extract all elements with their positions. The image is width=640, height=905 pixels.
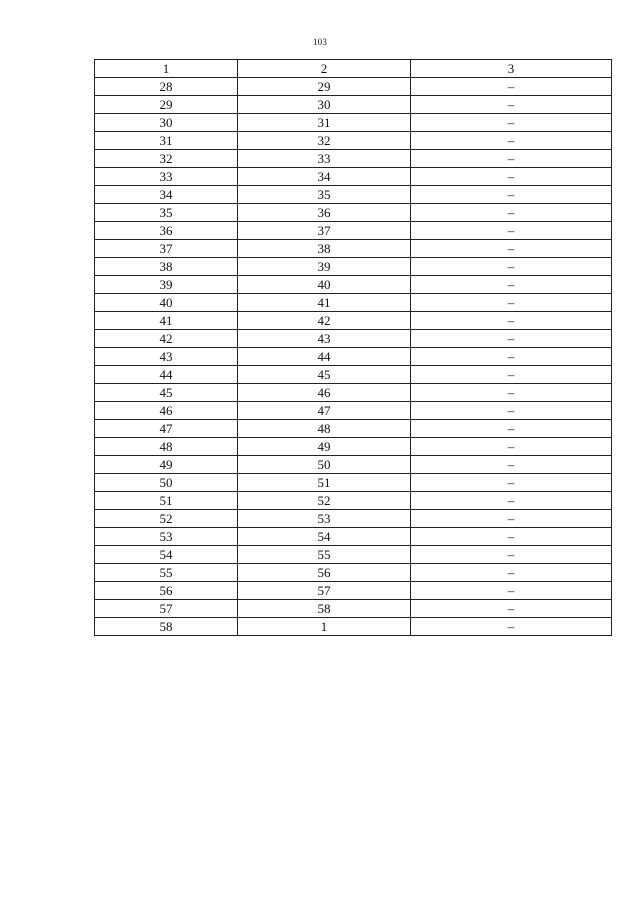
- table-row: [95, 186, 612, 204]
- table-cell-col-1: 48: [95, 438, 238, 456]
- table-cell-col-2: 45: [238, 366, 411, 384]
- table-row: [95, 330, 612, 348]
- table-cell-col-3: –: [411, 456, 612, 474]
- table-cell-col-1: 39: [95, 276, 238, 294]
- table-cell-col-1: 30: [95, 114, 238, 132]
- table-cell-col-2: 54: [238, 528, 411, 546]
- table-row: [95, 366, 612, 384]
- table-cell-col-3: –: [411, 528, 612, 546]
- table-row: [95, 258, 612, 276]
- table-cell-col-2: 58: [238, 600, 411, 618]
- table-cell-col-3: –: [411, 276, 612, 294]
- table-row: [95, 294, 612, 312]
- table-cell-col-3: –: [411, 438, 612, 456]
- table-cell-col-2: 52: [238, 492, 411, 510]
- table-cell-col-2: 44: [238, 348, 411, 366]
- table-cell-col-3: –: [411, 168, 612, 186]
- table-row: [95, 618, 612, 636]
- table-cell-col-3: –: [411, 240, 612, 258]
- column-header-2: 2: [238, 60, 411, 78]
- table-header-row: [95, 60, 612, 78]
- column-header-3: 3: [411, 60, 612, 78]
- table-row: [95, 222, 612, 240]
- table-cell-col-1: 54: [95, 546, 238, 564]
- table-cell-col-3: –: [411, 600, 612, 618]
- table-cell-col-3: –: [411, 348, 612, 366]
- table-cell-col-1: 37: [95, 240, 238, 258]
- table-cell-col-2: 31: [238, 114, 411, 132]
- table-cell-col-1: 29: [95, 96, 238, 114]
- table-cell-col-1: 58: [95, 618, 238, 636]
- table-row: [95, 456, 612, 474]
- table-row: [95, 78, 612, 96]
- table-row: [95, 564, 612, 582]
- table-cell-col-3: –: [411, 186, 612, 204]
- table-cell-col-3: –: [411, 564, 612, 582]
- table-cell-col-2: 36: [238, 204, 411, 222]
- table-cell-col-2: 46: [238, 384, 411, 402]
- table-cell-col-1: 45: [95, 384, 238, 402]
- table-row: [95, 582, 612, 600]
- table-cell-col-2: 35: [238, 186, 411, 204]
- table-row: [95, 204, 612, 222]
- table-cell-col-1: 28: [95, 78, 238, 96]
- table-cell-col-3: –: [411, 366, 612, 384]
- table-cell-col-2: 47: [238, 402, 411, 420]
- table-row: [95, 132, 612, 150]
- table-cell-col-1: 46: [95, 402, 238, 420]
- table-row: [95, 528, 612, 546]
- table-row: [95, 276, 612, 294]
- table-cell-col-2: 32: [238, 132, 411, 150]
- table-cell-col-1: 43: [95, 348, 238, 366]
- table-body: [95, 78, 612, 636]
- table-row: [95, 492, 612, 510]
- table-cell-col-3: –: [411, 258, 612, 276]
- table-cell-col-2: 37: [238, 222, 411, 240]
- table-cell-col-3: –: [411, 294, 612, 312]
- table-cell-col-1: 34: [95, 186, 238, 204]
- table-cell-col-3: –: [411, 204, 612, 222]
- table-row: [95, 150, 612, 168]
- table-row: [95, 546, 612, 564]
- table-row: [95, 168, 612, 186]
- table-cell-col-1: 49: [95, 456, 238, 474]
- table-cell-col-2: 43: [238, 330, 411, 348]
- table-cell-col-2: 49: [238, 438, 411, 456]
- table-cell-col-3: –: [411, 546, 612, 564]
- table-cell-col-1: 53: [95, 528, 238, 546]
- table-cell-col-3: –: [411, 78, 612, 96]
- table-cell-col-2: 50: [238, 456, 411, 474]
- table-cell-col-2: 48: [238, 420, 411, 438]
- table-cell-col-3: –: [411, 150, 612, 168]
- table-row: [95, 348, 612, 366]
- table-cell-col-2: 57: [238, 582, 411, 600]
- table-cell-col-1: 41: [95, 312, 238, 330]
- table-cell-col-1: 35: [95, 204, 238, 222]
- table-cell-col-1: 51: [95, 492, 238, 510]
- table-cell-col-1: 55: [95, 564, 238, 582]
- page-number: 103: [312, 37, 328, 47]
- table-cell-col-2: 1: [238, 618, 411, 636]
- table-row: [95, 420, 612, 438]
- table-cell-col-3: –: [411, 618, 612, 636]
- table-cell-col-3: –: [411, 114, 612, 132]
- data-table: [94, 59, 612, 636]
- table-cell-col-2: 53: [238, 510, 411, 528]
- table-row: [95, 510, 612, 528]
- table-cell-col-3: –: [411, 384, 612, 402]
- table-cell-col-1: 56: [95, 582, 238, 600]
- table-cell-col-2: 38: [238, 240, 411, 258]
- table-cell-col-2: 29: [238, 78, 411, 96]
- table-cell-col-1: 52: [95, 510, 238, 528]
- table-cell-col-3: –: [411, 510, 612, 528]
- table-cell-col-2: 51: [238, 474, 411, 492]
- table-cell-col-3: –: [411, 132, 612, 150]
- table-cell-col-1: 47: [95, 420, 238, 438]
- table-row: [95, 240, 612, 258]
- table-cell-col-1: 44: [95, 366, 238, 384]
- table-cell-col-3: –: [411, 492, 612, 510]
- table-cell-col-1: 50: [95, 474, 238, 492]
- table-cell-col-1: 57: [95, 600, 238, 618]
- table-cell-col-3: –: [411, 222, 612, 240]
- table-cell-col-1: 38: [95, 258, 238, 276]
- table-cell-col-2: 30: [238, 96, 411, 114]
- table-cell-col-2: 33: [238, 150, 411, 168]
- table-cell-col-2: 56: [238, 564, 411, 582]
- table-row: [95, 474, 612, 492]
- table-cell-col-1: 40: [95, 294, 238, 312]
- table-cell-col-2: 34: [238, 168, 411, 186]
- table-row: [95, 438, 612, 456]
- table-cell-col-1: 31: [95, 132, 238, 150]
- table-cell-col-2: 42: [238, 312, 411, 330]
- table-row: [95, 312, 612, 330]
- table-cell-col-3: –: [411, 420, 612, 438]
- table-row: [95, 114, 612, 132]
- table-cell-col-1: 42: [95, 330, 238, 348]
- table-row: [95, 402, 612, 420]
- table-cell-col-3: –: [411, 330, 612, 348]
- table-cell-col-2: 40: [238, 276, 411, 294]
- table-cell-col-1: 32: [95, 150, 238, 168]
- table-row: [95, 96, 612, 114]
- table-cell-col-2: 41: [238, 294, 411, 312]
- column-header-1: 1: [95, 60, 238, 78]
- table-cell-col-2: 39: [238, 258, 411, 276]
- table-cell-col-3: –: [411, 582, 612, 600]
- table-cell-col-1: 33: [95, 168, 238, 186]
- table-cell-col-1: 36: [95, 222, 238, 240]
- table-cell-col-3: –: [411, 96, 612, 114]
- table-row: [95, 384, 612, 402]
- table-row: [95, 600, 612, 618]
- table-cell-col-3: –: [411, 312, 612, 330]
- table-cell-col-3: –: [411, 474, 612, 492]
- table-cell-col-3: –: [411, 402, 612, 420]
- table-cell-col-2: 55: [238, 546, 411, 564]
